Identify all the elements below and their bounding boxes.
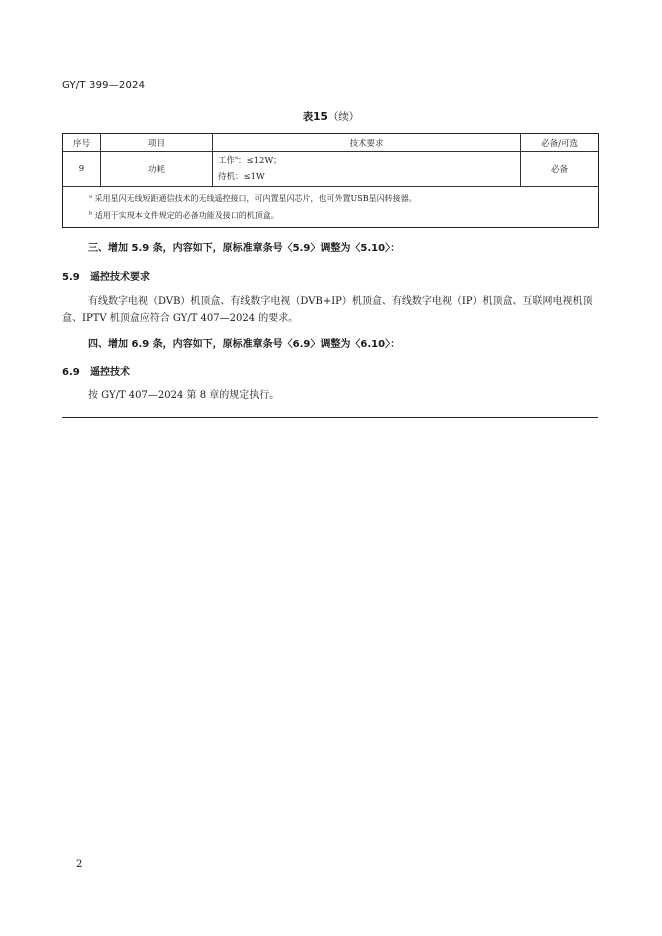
section-5-9-title: 遥控技术要求 [90,272,150,283]
table-title-suffix: （续） [327,111,360,123]
amendment-3: 三、增加 5.9 条，内容如下，原标准章条号〈5.9〉调整为〈5.10〉： [88,243,401,254]
row-item: 功耗 [101,152,213,186]
section-5-9-heading [62,268,150,283]
table-note-b: $^b$ 适用于实现本文件规定的必备功能及接口的机顶盒。 [89,210,279,220]
row-mandatory: 必备 [550,165,568,175]
section-5-9-number: 5.9 [62,272,80,283]
table-header-row [63,134,598,152]
header-cell-requirement: 技术要求 [213,134,521,151]
amendment-4: 四、增加 6.9 条，内容如下，原标准章条号〈6.9〉调整为〈6.10〉： [88,339,401,350]
section-6-9-body: 按 GY/T 407—2024 第 8 章的规定执行。 [88,390,280,401]
section-6-9-heading [62,363,130,378]
section-5-9-body: 有线数字电视（DVB）机顶盒、有线数字电视（DVB+IP）机顶盒、有线数字电视（IP）机顶盒、互联网电视机顶盒、IPTV 机顶盒应符合 GY/T 407—2024 的要求。 [62,296,593,324]
header-cell-no: 序号 [63,134,101,151]
table-title-number: 表15 [302,111,328,123]
table-notes-row [63,187,598,227]
requirement-working: 工作$^a$：≤12W； [218,155,282,166]
table-note-a: $^a$ 采用星闪无线短距通信技术的无线遥控接口，可内置星闪芯片，也可外置USB星闪转接器。 [89,193,417,203]
section-6-9-number: 6.9 [62,367,80,378]
requirements-table [62,133,599,228]
row-requirement [213,152,521,186]
document-code: GY/T 399—2024 [62,80,146,91]
table-title [0,109,662,124]
row-no: 9 [63,152,101,186]
footnote-mark-a: a [235,155,238,162]
header-cell-item: 项目 [101,134,213,151]
table-row [63,152,598,187]
requirement-standby: 待机：≤1W [218,172,265,182]
section-6-9-title: 遥控技术 [90,367,130,378]
page-number: 2 [76,859,83,870]
table-notes [63,187,417,227]
header-cell-mandatory: 必备/可选 [541,138,578,149]
end-divider [62,417,598,418]
